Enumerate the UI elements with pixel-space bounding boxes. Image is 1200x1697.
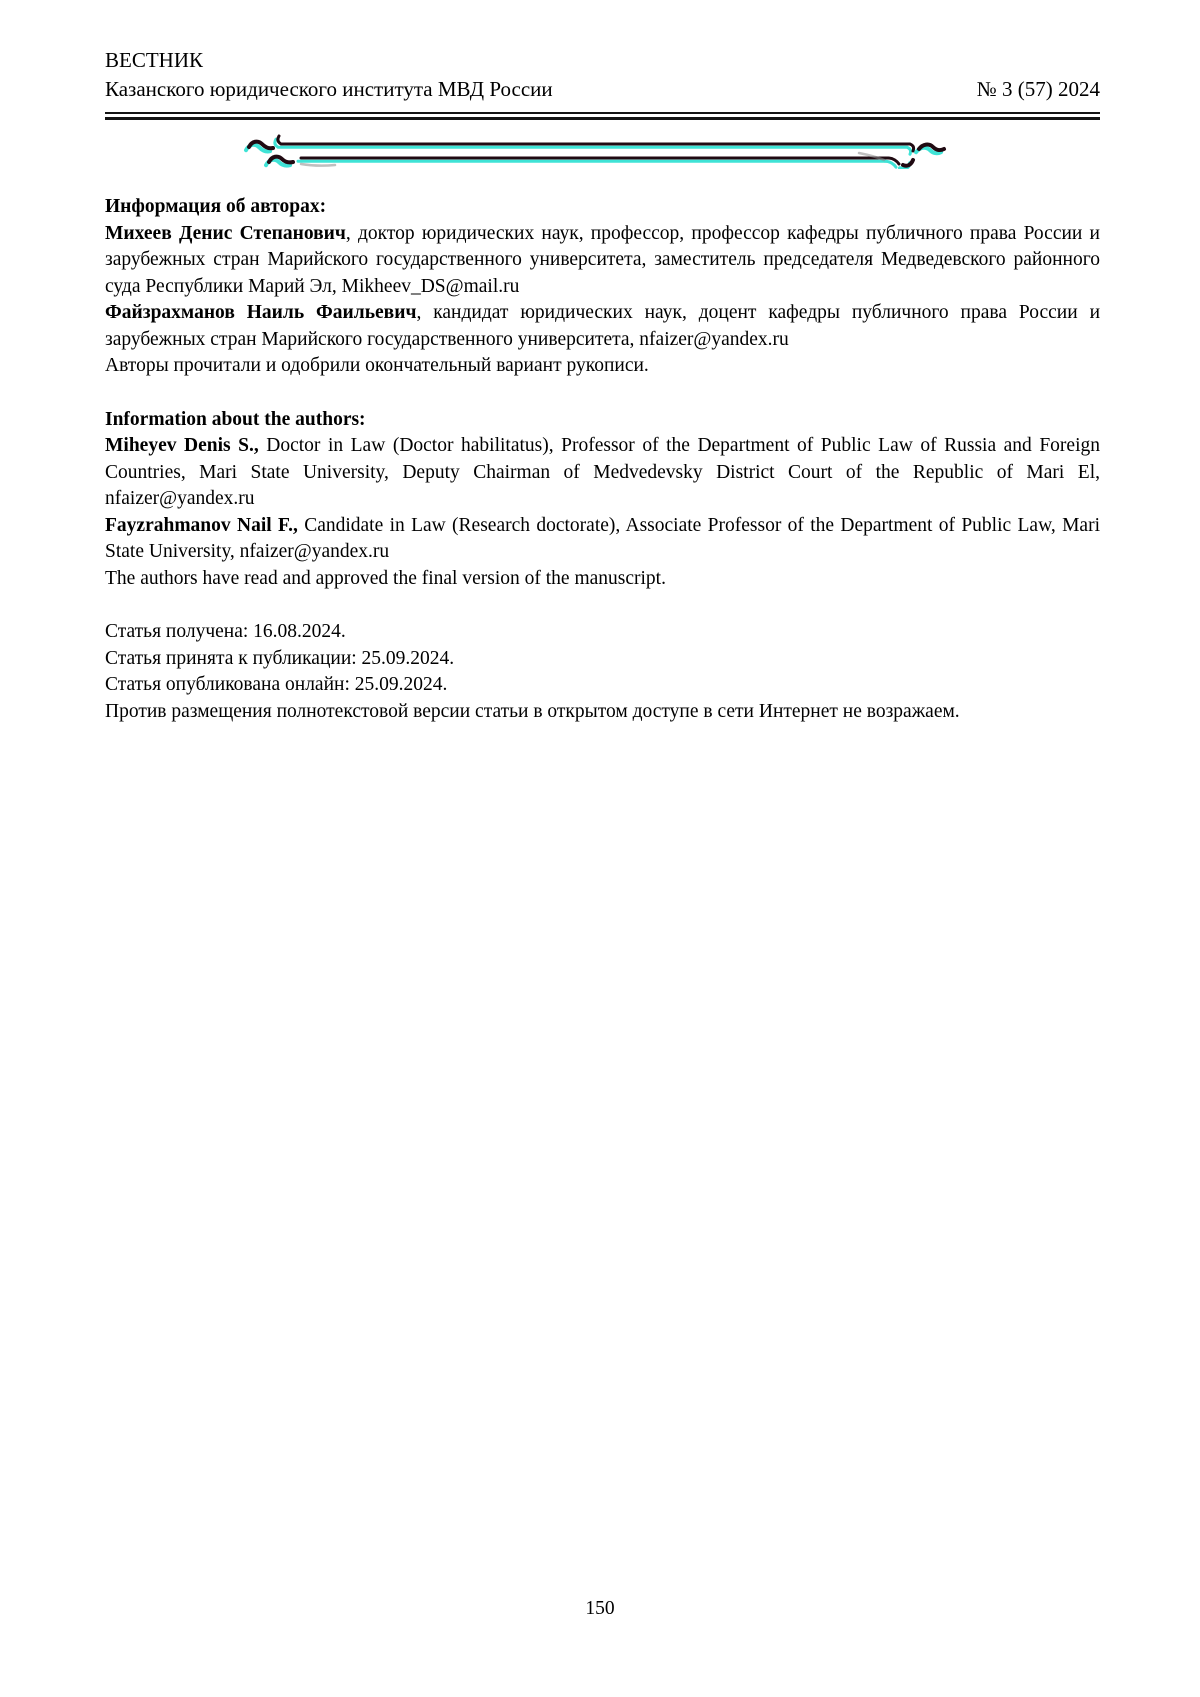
article-dates	[105, 619, 1100, 725]
author-ru-2-name: Файзрахманов Наиль Фаильевич	[105, 302, 417, 323]
authors-en-heading: Information about the authors:	[105, 408, 366, 430]
author-en-2	[105, 513, 1100, 566]
author-ru-1-details: , доктор юридических наук, профессор, профессор кафедры публичного права России и зарубежных стран Марийского государственного университета, заместитель председателя Медведевского районного суда Республики Марий Эл, Mikheev_DS@mail.ru	[105, 222, 1100, 297]
authors-info-ru	[105, 194, 1100, 380]
author-ru-1	[105, 221, 1100, 301]
authors-ru-heading: Информация об авторах:	[105, 196, 327, 217]
authors-en-approval-note: The authors have read and approved the final version of the manuscript.	[105, 567, 666, 589]
author-en-2-details: Candidate in Law (Research doctorate), Associate Professor of the Department of Public Law, Mari State University, nfaizer@yandex.ru	[105, 514, 1100, 562]
header-rule	[105, 112, 1100, 120]
decorative-divider	[243, 133, 953, 169]
authors-ru-approval-note: Авторы прочитали и одобрили окончательный вариант рукописи.	[105, 355, 649, 376]
author-en-1	[105, 433, 1100, 513]
article-back-matter	[0, 169, 1200, 725]
author-ru-1-name: Михеев Денис Степанович	[105, 222, 346, 244]
authors-info-en	[105, 407, 1100, 593]
author-en-2-name: Fayzrahmanov Nail F.,	[105, 514, 298, 536]
header-subtitle-row	[105, 75, 1100, 104]
journal-subtitle: Казанского юридического института МВД России	[105, 77, 553, 101]
page-header	[0, 0, 1200, 120]
page-number: 150	[585, 1598, 615, 1619]
author-ru-2	[105, 300, 1100, 353]
date-received: Статья получена: 16.08.2024.	[105, 621, 346, 642]
journal-title: ВЕСТНИК	[105, 48, 204, 72]
author-ru-2-details: , кандидат юридических наук, доцент кафедры публичного права России и зарубежных стран Марийского государственного университета, nfaizer@yandex.ru	[105, 302, 1101, 350]
calligraphic-divider-icon	[243, 133, 953, 169]
date-accepted: Статья принята к публикации: 25.09.2024.	[105, 647, 455, 669]
author-en-1-name: Miheyev Denis S.,	[105, 435, 259, 456]
issue-number: № 3 (57) 2024	[976, 77, 1100, 101]
author-en-1-details: Doctor in Law (Doctor habilitatus), Professor of the Department of Public Law of Russia and Foreign Countries, Mari State University, Deputy Chairman of Medvedevsky District Court of the Republic of Mari El, nfaizer@yandex.ru	[105, 435, 1100, 509]
open-access-note: Против размещения полнотекстовой версии статьи в открытом доступе в сети Интернет не возражаем.	[105, 700, 960, 722]
date-published-online: Статья опубликована онлайн: 25.09.2024.	[105, 674, 448, 695]
page-footer	[0, 1596, 1200, 1622]
